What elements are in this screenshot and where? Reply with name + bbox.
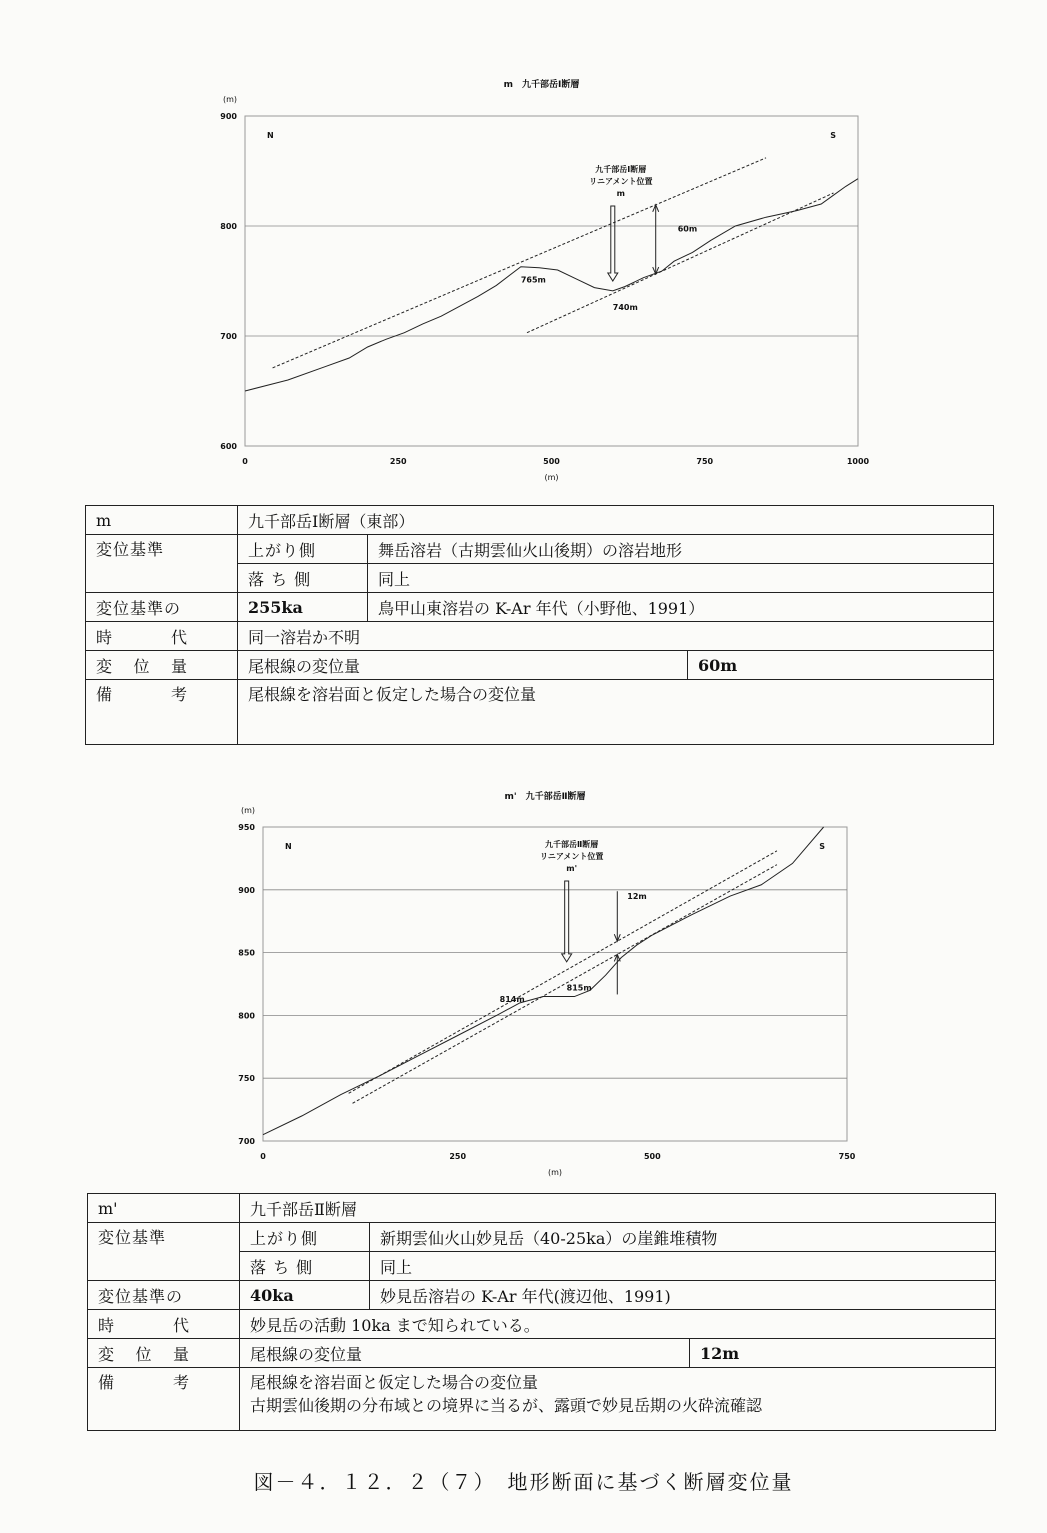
- up-side-value: 舞岳溶岩（古期雲仙火山後期）の溶岩地形: [368, 535, 994, 564]
- age-label-2: 時 代: [88, 1310, 240, 1339]
- profile-chart-2-svg: [0, 785, 1047, 1185]
- remarks-label: 備 考: [88, 1368, 240, 1431]
- y-tick-label: 750: [238, 1074, 255, 1084]
- age-value: 40ka: [240, 1281, 370, 1310]
- direction-north: N: [285, 842, 292, 851]
- lineament-annotation: 九千部岳Ⅰ断層: [595, 165, 647, 174]
- y-unit-label: (m): [223, 95, 238, 104]
- x-unit-label: (m): [547, 1168, 563, 1177]
- lineament-annotation: m': [566, 864, 578, 873]
- x-tick-label: 500: [543, 457, 560, 466]
- x-unit-label: (m): [544, 473, 559, 482]
- remark-line: 古期雲仙後期の分布域との境界に当るが、露頭で妙見岳期の火砕流確認: [250, 1396, 763, 1415]
- down-side-value: 同上: [370, 1252, 996, 1281]
- up-side-label: 上がり側: [240, 1223, 370, 1252]
- lineament-arrow: [562, 881, 572, 962]
- elevation-label-b: 815m: [566, 983, 592, 993]
- upper-dashed-line: [349, 851, 777, 1093]
- y-tick-label: 700: [220, 332, 237, 341]
- fault-table-2: [87, 1193, 996, 1431]
- y-tick-label: 700: [238, 1137, 255, 1146]
- direction-south: S: [830, 131, 836, 140]
- remark-line: 尾根線を溶岩面と仮定した場合の変位量: [250, 1373, 539, 1392]
- offset-label: 60m: [677, 224, 698, 234]
- chart-title: m 九千部岳Ⅰ断層: [503, 80, 580, 90]
- displacement-value: 60m: [688, 651, 994, 680]
- y-tick-label: 800: [238, 1011, 255, 1021]
- direction-south: S: [819, 842, 825, 851]
- basis-label: 変位基準: [86, 535, 238, 593]
- x-tick-label: 750: [696, 457, 714, 466]
- x-tick-label: 0: [242, 457, 248, 466]
- elevation-label-b: 740m: [612, 303, 638, 312]
- fault-name: 九千部岳Ⅰ断層（東部）: [238, 506, 994, 535]
- x-tick-label: 750: [838, 1152, 856, 1161]
- age-source: 鳥甲山東溶岩の K-Ar 年代（小野他、1991）: [368, 593, 994, 622]
- age-note: 妙見岳の活動 10ka まで知られている。: [240, 1310, 996, 1339]
- y-tick-label: 800: [220, 222, 237, 231]
- down-side-label: 落 ち 側: [240, 1252, 370, 1281]
- x-tick-label: 250: [389, 457, 407, 466]
- down-side-label: 落 ち 側: [238, 564, 368, 593]
- table-id: m: [86, 506, 238, 535]
- elevation-label-a: 765m: [520, 275, 546, 285]
- basis-label: 変位基準: [88, 1223, 240, 1281]
- age-note: 同一溶岩か不明: [238, 622, 994, 651]
- displacement-value: 12m: [690, 1339, 996, 1368]
- age-source: 妙見岳溶岩の K-Ar 年代(渡辺他、1991): [370, 1281, 996, 1310]
- lineament-annotation: m: [616, 189, 625, 198]
- displacement-desc: 尾根線の変位量: [238, 651, 688, 680]
- y-unit-label: (m): [241, 806, 256, 815]
- x-tick-label: 1000: [846, 457, 870, 466]
- fault-name: 九千部岳Ⅱ断層: [240, 1194, 996, 1223]
- lineament-annotation: 九千部岳Ⅱ断層: [545, 840, 599, 849]
- y-tick-label: 900: [238, 885, 255, 895]
- lineament-annotation: リニアメント位置: [589, 177, 653, 186]
- x-tick-label: 250: [449, 1152, 467, 1161]
- y-tick-label: 950: [238, 823, 255, 832]
- age-label: 変位基準の: [86, 593, 238, 622]
- displacement-desc: 尾根線の変位量: [240, 1339, 690, 1368]
- plot-frame: [245, 116, 858, 446]
- lower-dashed-line: [527, 193, 834, 333]
- remarks: [238, 680, 994, 745]
- x-tick-label: 500: [643, 1152, 661, 1161]
- up-side-label: 上がり側: [238, 535, 368, 564]
- age-value: 255ka: [238, 593, 368, 622]
- down-side-value: 同上: [368, 564, 994, 593]
- remarks: [240, 1368, 996, 1431]
- y-tick-label: 900: [220, 112, 237, 121]
- offset-label: 12m: [627, 892, 647, 902]
- lineament-arrow: [608, 206, 618, 281]
- direction-north: N: [267, 131, 274, 140]
- fault-table-1: [85, 505, 994, 745]
- profile-chart-2: [0, 785, 1047, 1185]
- y-tick-label: 850: [238, 948, 255, 958]
- elevation-label-a: 814m: [499, 994, 525, 1004]
- lineament-annotation: リニアメント位置: [540, 852, 604, 861]
- age-label: 変位基準の: [88, 1281, 240, 1310]
- profile-chart-1-svg: [0, 70, 1047, 490]
- displacement-label: 変 位 量: [88, 1339, 240, 1368]
- figure-caption: 図－４．１２．２（７） 地形断面に基づく断層変位量: [253, 1470, 794, 1494]
- up-side-value: 新期雲仙火山妙見岳（40-25ka）の崖錐堆積物: [370, 1223, 996, 1252]
- terrain-profile-line: [263, 827, 824, 1135]
- x-tick-label: 0: [260, 1152, 266, 1161]
- table-id: m': [88, 1194, 240, 1223]
- remark-line: 尾根線を溶岩面と仮定した場合の変位量: [248, 685, 537, 704]
- age-label-2: 時 代: [86, 622, 238, 651]
- profile-chart-1: [0, 70, 1047, 490]
- y-tick-label: 600: [220, 442, 237, 451]
- displacement-label: 変 位 量: [86, 651, 238, 680]
- chart-title: m' 九千部岳Ⅱ断層: [504, 792, 586, 802]
- terrain-profile-line: [245, 179, 858, 391]
- remarks-label: 備 考: [86, 680, 238, 745]
